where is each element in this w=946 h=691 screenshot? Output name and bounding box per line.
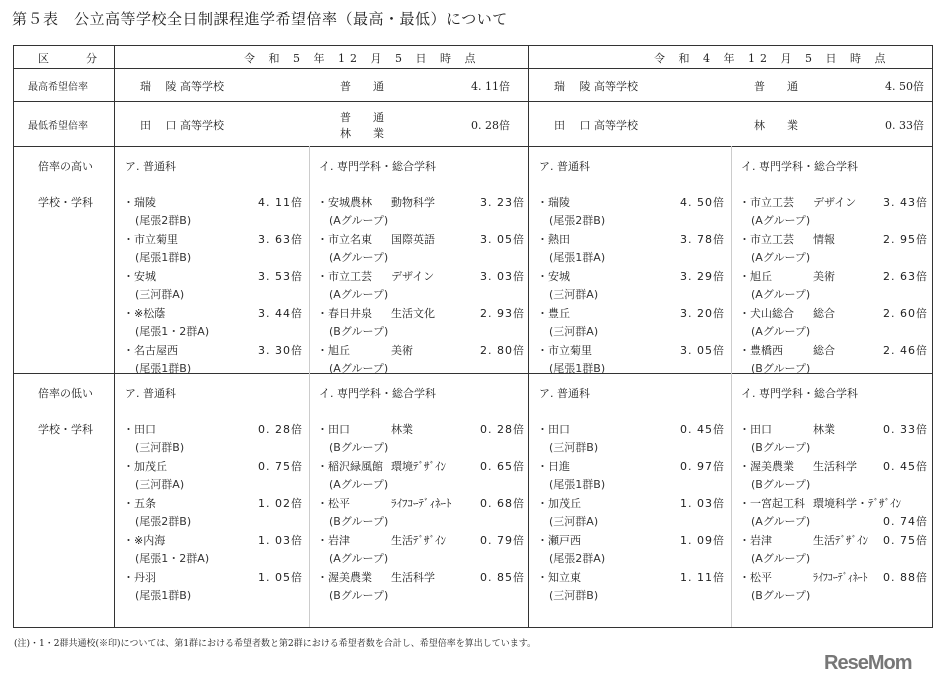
school-group: (Aグループ): [751, 251, 811, 264]
course-name: 林業: [391, 423, 413, 436]
ratio-value: 3. 29倍: [680, 270, 725, 283]
course-name: 生活科学: [813, 460, 857, 473]
school-group: (尾張2群B): [549, 214, 606, 227]
school-group: (三河群A): [135, 288, 185, 301]
school-group: (Bグループ): [751, 362, 811, 375]
school-name: ・一宮起工科: [739, 497, 805, 510]
school-group: (Aグループ): [329, 214, 389, 227]
school-group: (Aグループ): [751, 552, 811, 565]
summary-course: 普 通: [754, 79, 798, 93]
ratio-value: 0. 45倍: [883, 460, 928, 473]
course-name: 国際英語: [391, 233, 435, 246]
school-name: ・熱田: [537, 233, 570, 246]
school-group: (尾張1群B): [549, 478, 606, 491]
school-name: ・※内海: [123, 534, 166, 547]
col-divider: [731, 146, 732, 627]
course-name: 林業: [813, 423, 835, 436]
course-name: 生活科学: [391, 571, 435, 584]
ratio-value: 0. 75倍: [258, 460, 303, 473]
category-title: イ. 専門学科・総合学科: [741, 387, 858, 400]
school-group: (Aグループ): [329, 288, 389, 301]
course-name: 動物科学: [391, 196, 435, 209]
ratio-value: 0. 75倍: [883, 534, 928, 547]
ratio-value: 0. 68倍: [480, 497, 525, 510]
ratio-value: 0. 65倍: [480, 460, 525, 473]
ratio-value: 1. 02倍: [258, 497, 303, 510]
school-name: ・市立菊里: [537, 344, 592, 357]
school-group: (尾張2群B): [135, 214, 192, 227]
course-name: 生活ﾃﾞｻﾞｲﾝ: [391, 534, 446, 547]
school-group: (Aグループ): [329, 362, 389, 375]
ratio-value: 0. 28倍: [258, 423, 303, 436]
ratio-value: 1. 03倍: [258, 534, 303, 547]
course-name: 生活文化: [391, 307, 435, 320]
ratio-value: 0. 28倍: [480, 423, 525, 436]
school-group: (尾張1群A): [549, 251, 606, 264]
school-group: (尾張2群A): [549, 552, 606, 565]
summary-course: 普 通: [340, 110, 384, 124]
school-name: ・丹羽: [123, 571, 156, 584]
school-group: (尾張1群B): [135, 251, 192, 264]
school-name: ・市立菊里: [123, 233, 178, 246]
page-title: 第５表 公立高等学校全日制課程進学希望倍率（最高・最低）について: [12, 10, 508, 28]
summary-school: 田 口 高等学校: [554, 118, 638, 132]
section-label: 倍率の高い: [38, 160, 93, 173]
school-name: ・田口: [317, 423, 350, 436]
summary-rate: 4. 11倍: [471, 79, 510, 93]
school-name: ・名古屋西: [123, 344, 178, 357]
school-group: (Aグループ): [329, 251, 389, 264]
school-group: (尾張1群B): [135, 589, 192, 602]
category-title: ア. 普通科: [539, 387, 590, 400]
school-group: (尾張2群B): [135, 515, 192, 528]
course-name: 環境ﾃﾞｻﾞｲﾝ: [391, 460, 446, 473]
school-group: (Bグループ): [751, 441, 811, 454]
school-group: (Aグループ): [751, 214, 811, 227]
school-name: ・知立東: [537, 571, 581, 584]
school-name: ・稲沢緑風館: [317, 460, 383, 473]
row-divider: [14, 68, 932, 69]
ratio-value: 3. 43倍: [883, 196, 928, 209]
school-group: (Aグループ): [751, 288, 811, 301]
resemom-logo: ReseMom: [824, 652, 912, 674]
school-name: ・田口: [739, 423, 772, 436]
school-name: ・加茂丘: [123, 460, 167, 473]
summary-rate: 0. 28倍: [471, 118, 510, 132]
school-name: ・瑞陵: [537, 196, 570, 209]
course-name: 環境科学・ﾃﾞｻﾞｲﾝ: [813, 497, 901, 510]
school-group: (尾張1・2群A): [135, 552, 210, 565]
category-title: ア. 普通科: [539, 160, 590, 173]
school-group: (三河群A): [549, 515, 599, 528]
school-name: ・渥美農業: [739, 460, 794, 473]
school-group: (Bグループ): [329, 589, 389, 602]
ratio-value: 3. 53倍: [258, 270, 303, 283]
school-name: ・市立名東: [317, 233, 372, 246]
school-name: ・田口: [123, 423, 156, 436]
summary-label: 最低希望倍率: [28, 120, 88, 132]
summary-course: 普 通: [340, 79, 384, 93]
category-title: イ. 専門学科・総合学科: [319, 387, 436, 400]
summary-school: 瑞 陵 高等学校: [140, 79, 224, 93]
summary-course: 林 業: [340, 126, 384, 140]
school-name: ・旭丘: [317, 344, 350, 357]
summary-school: 瑞 陵 高等学校: [554, 79, 638, 93]
school-name: ・松平: [317, 497, 350, 510]
row-divider: [14, 146, 932, 147]
ratio-value: 3. 44倍: [258, 307, 303, 320]
ratio-value: 1. 03倍: [680, 497, 725, 510]
summary-rate: 0. 33倍: [885, 118, 924, 132]
ratio-value: 2. 80倍: [480, 344, 525, 357]
school-group: (Aグループ): [329, 552, 389, 565]
school-group: (Aグループ): [751, 515, 811, 528]
school-name: ・春日井泉: [317, 307, 372, 320]
course-name: ﾗｲﾌｺｰﾃﾞｨﾈｰﾄ: [813, 571, 868, 584]
school-name: ・瀬戸西: [537, 534, 581, 547]
col-divider: [114, 46, 115, 627]
course-name: 美術: [391, 344, 413, 357]
school-group: (Bグループ): [329, 441, 389, 454]
ratio-value: 3. 30倍: [258, 344, 303, 357]
row-divider: [14, 101, 932, 102]
ratio-value: 3. 23倍: [480, 196, 525, 209]
ratio-value: 0. 85倍: [480, 571, 525, 584]
ratio-value: 3. 78倍: [680, 233, 725, 246]
ratio-value: 2. 60倍: [883, 307, 928, 320]
ratio-value: 2. 95倍: [883, 233, 928, 246]
course-name: 情報: [813, 233, 835, 246]
course-name: 総合: [813, 344, 835, 357]
course-name: 美術: [813, 270, 835, 283]
ratio-value: 3. 03倍: [480, 270, 525, 283]
school-name: ・加茂丘: [537, 497, 581, 510]
category-title: ア. 普通科: [125, 387, 176, 400]
ratio-value: 1. 05倍: [258, 571, 303, 584]
ratio-value: 0. 88倍: [883, 571, 928, 584]
ratio-value: 1. 09倍: [680, 534, 725, 547]
school-name: ・瑞陵: [123, 196, 156, 209]
section-label: 倍率の低い: [38, 387, 93, 400]
school-name: ・※松蔭: [123, 307, 166, 320]
school-group: (Bグループ): [751, 478, 811, 491]
footnote: (注)・1・2群共通校(※印)については、第1群における希望者数と第2群における希望者数を合計し、希望倍率を算出しています。: [14, 639, 537, 649]
header-previous-year: 令 和 4 年 12 月 5 日 時 点: [654, 52, 891, 65]
course-name: デザイン: [813, 196, 857, 209]
ratio-value: 2. 46倍: [883, 344, 928, 357]
school-name: ・五条: [123, 497, 156, 510]
course-name: 総合: [813, 307, 835, 320]
ratio-value: 0. 97倍: [680, 460, 725, 473]
summary-rate: 4. 50倍: [885, 79, 924, 93]
school-name: ・犬山総合: [739, 307, 794, 320]
school-name: ・岩津: [317, 534, 350, 547]
school-group: (三河群A): [135, 478, 185, 491]
summary-school: 田 口 高等学校: [140, 118, 224, 132]
school-name: ・岩津: [739, 534, 772, 547]
category-title: イ. 専門学科・総合学科: [741, 160, 858, 173]
course-name: 生活ﾃﾞｻﾞｲﾝ: [813, 534, 868, 547]
school-group: (三河群A): [549, 288, 599, 301]
ratio-value: 2. 63倍: [883, 270, 928, 283]
school-name: ・市立工芸: [739, 233, 794, 246]
ratio-table: [13, 45, 933, 628]
ratio-value: 0. 79倍: [480, 534, 525, 547]
header-current-year: 令 和 5 年 12 月 5 日 時 点: [244, 52, 481, 65]
school-group: (尾張1群B): [135, 362, 192, 375]
school-name: ・田口: [537, 423, 570, 436]
section-label: 学校・学科: [38, 196, 93, 209]
school-name: ・安城: [537, 270, 570, 283]
summary-label: 最高希望倍率: [28, 81, 88, 93]
school-name: ・旭丘: [739, 270, 772, 283]
ratio-value: 0. 45倍: [680, 423, 725, 436]
col-divider: [309, 146, 310, 627]
ratio-value: 3. 63倍: [258, 233, 303, 246]
summary-course: 林 業: [754, 118, 798, 132]
ratio-value: 0. 74倍: [883, 515, 928, 528]
school-name: ・渥美農業: [317, 571, 372, 584]
ratio-value: 3. 05倍: [480, 233, 525, 246]
school-group: (三河群B): [549, 589, 599, 602]
col-divider: [528, 46, 529, 627]
school-group: (尾張1・2群A): [135, 325, 210, 338]
school-name: ・豊橋西: [739, 344, 783, 357]
school-name: ・松平: [739, 571, 772, 584]
school-group: (尾張1群B): [549, 362, 606, 375]
ratio-value: 1. 11倍: [680, 571, 725, 584]
header-category: 区 分: [38, 52, 102, 65]
school-name: ・豊丘: [537, 307, 570, 320]
ratio-value: 4. 50倍: [680, 196, 725, 209]
school-name: ・安城: [123, 270, 156, 283]
school-name: ・市立工芸: [317, 270, 372, 283]
ratio-value: 3. 20倍: [680, 307, 725, 320]
school-group: (三河群B): [549, 441, 599, 454]
section-label: 学校・学科: [38, 423, 93, 436]
ratio-value: 3. 05倍: [680, 344, 725, 357]
school-group: (Bグループ): [751, 589, 811, 602]
school-group: (Bグループ): [329, 515, 389, 528]
school-group: (三河群B): [135, 441, 185, 454]
school-name: ・安城農林: [317, 196, 372, 209]
school-group: (Bグループ): [329, 325, 389, 338]
course-name: ﾗｲﾌｺｰﾃﾞｨﾈｰﾄ: [391, 497, 452, 510]
ratio-value: 4. 11倍: [258, 196, 303, 209]
school-name: ・日進: [537, 460, 570, 473]
school-group: (Aグループ): [751, 325, 811, 338]
category-title: ア. 普通科: [125, 160, 176, 173]
ratio-value: 0. 33倍: [883, 423, 928, 436]
ratio-value: 2. 93倍: [480, 307, 525, 320]
category-title: イ. 専門学科・総合学科: [319, 160, 436, 173]
course-name: デザイン: [391, 270, 435, 283]
school-name: ・市立工芸: [739, 196, 794, 209]
school-group: (Aグループ): [329, 478, 389, 491]
school-group: (三河群A): [549, 325, 599, 338]
